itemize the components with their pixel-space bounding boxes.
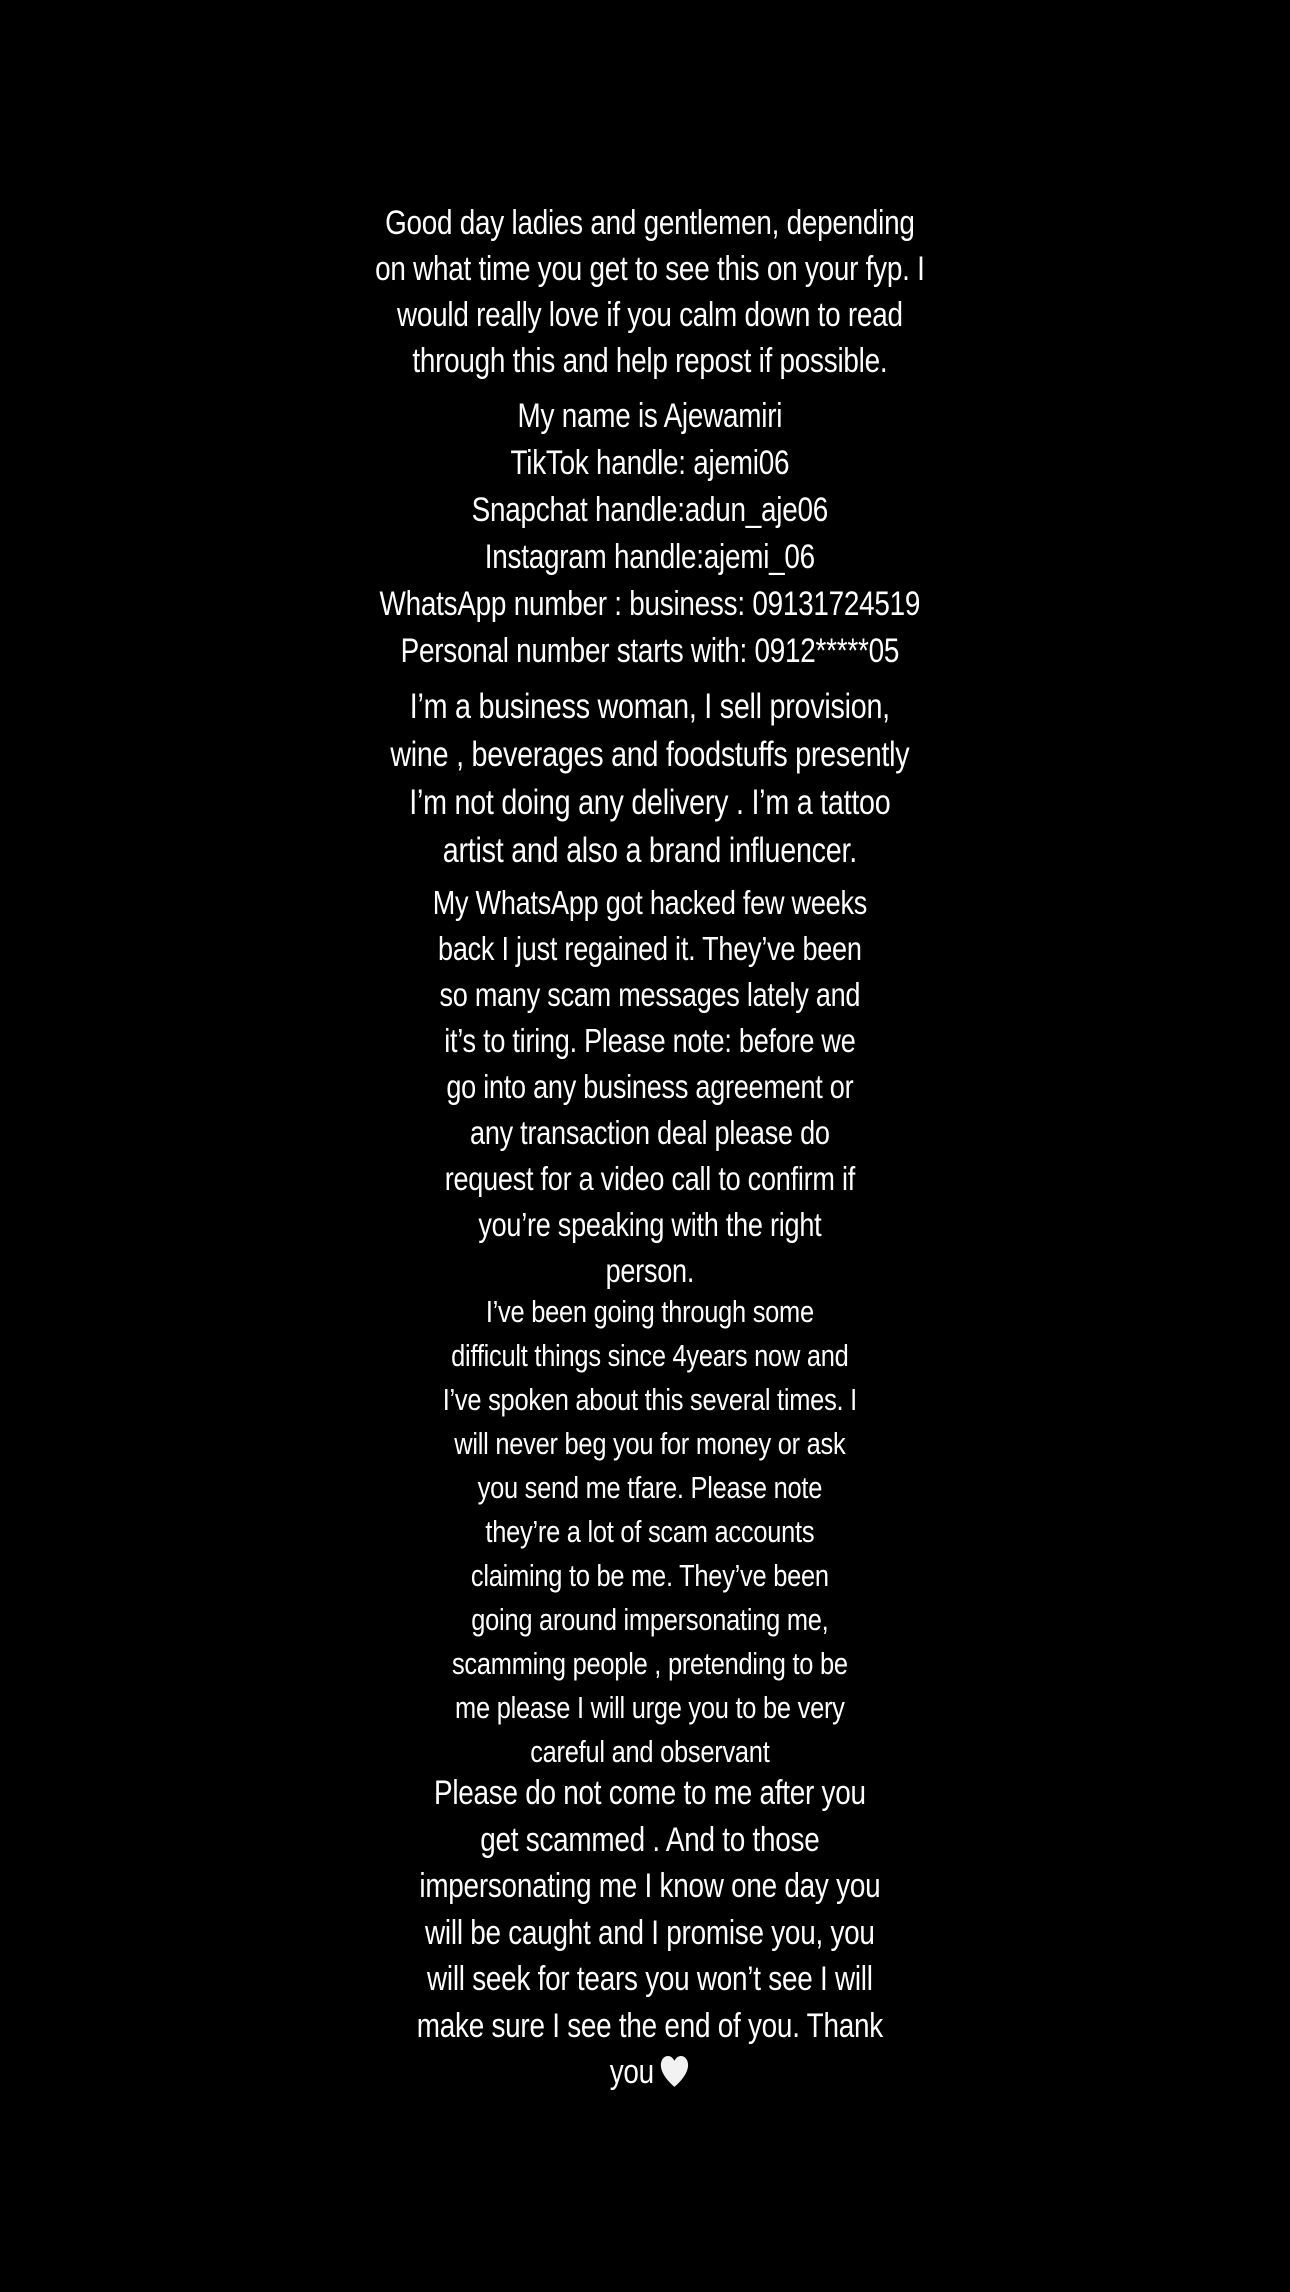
text-line: you’re speaking with the right: [478, 1206, 822, 1243]
closing-paragraph: [121, 1770, 1179, 2096]
text-line: through this and help repost if possible.: [412, 342, 888, 380]
text-line: I’m not doing any delivery . I’m a tattoo: [409, 783, 891, 822]
instagram-handle-line: Instagram handle:ajemi_06: [484, 538, 815, 576]
tiktok-handle-line: TikTok handle: ajemi06: [510, 444, 790, 482]
white-heart-icon: [659, 2053, 690, 2089]
text-line: on what time you get to see this on your fyp. I: [375, 250, 925, 288]
text-line: impersonating me I know one day you: [419, 1867, 881, 1905]
text-line: will be caught and I promise you, you: [425, 1913, 875, 1952]
text-line: will never beg you for money or ask: [454, 1426, 846, 1461]
whatsapp-number-line: WhatsApp number : business: 09131724519: [379, 585, 921, 623]
text-line: request for a video call to confirm if: [444, 1160, 855, 1197]
whatsapp-hacked-paragraph: [121, 880, 1179, 1294]
text-line: back I just regained it. They’ve been: [438, 930, 862, 967]
text-line: Please do not come to me after you: [433, 1774, 866, 1812]
snapchat-handle-line: Snapchat handle:adun_aje06: [471, 491, 829, 529]
last-line: [121, 2049, 1179, 2096]
text-line: any transaction deal please do: [470, 1114, 830, 1151]
text-line: careful and observant: [530, 1734, 770, 1769]
text-line: go into any business agreement or: [446, 1068, 854, 1105]
text-line: scamming people , pretending to be: [451, 1646, 848, 1681]
text-line: it’s to tiring. Please note: before we: [444, 1022, 856, 1059]
text-line: I’m a business woman, I sell provision,: [409, 687, 890, 726]
text-line: I’ve been going through some: [485, 1294, 814, 1329]
personal-number-line: Personal number starts with: 0912*****05: [400, 632, 900, 670]
text-line: person.: [605, 1252, 695, 1289]
text-line: artist and also a brand influencer.: [442, 831, 857, 870]
text-fragment: you: [609, 2053, 654, 2091]
intro-paragraph: [121, 200, 1179, 384]
text-line: would really love if you calm down to read: [397, 296, 903, 334]
text-line: I’ve spoken about this several times. I: [442, 1382, 857, 1417]
text-line: claiming to be me. They’ve been: [470, 1558, 829, 1593]
scam-warning-paragraph: [121, 1290, 1179, 1774]
text-line: will seek for tears you won’t see I will: [426, 1960, 873, 1998]
contact-handles-paragraph: [121, 393, 1179, 675]
text-line: me please I will urge you to be very: [455, 1690, 845, 1725]
text-line: get scammed . And to those: [480, 1820, 820, 1859]
text-line: so many scam messages lately and: [439, 976, 861, 1013]
text-line: going around impersonating me,: [471, 1602, 829, 1637]
text-line: you send me tfare. Please note: [477, 1470, 823, 1505]
text-line: My WhatsApp got hacked few weeks: [432, 884, 868, 921]
name-line: My name is Ajewamiri: [517, 397, 783, 435]
text-line: they’re a lot of scam accounts: [485, 1514, 815, 1549]
business-paragraph: [121, 683, 1179, 875]
text-line: wine , beverages and foodstuffs presently: [390, 735, 910, 774]
text-line: Good day ladies and gentlemen, depending: [385, 204, 915, 242]
text-line: difficult things since 4years now and: [451, 1338, 849, 1373]
text-line: make sure I see the end of you. Thank: [416, 2006, 883, 2045]
